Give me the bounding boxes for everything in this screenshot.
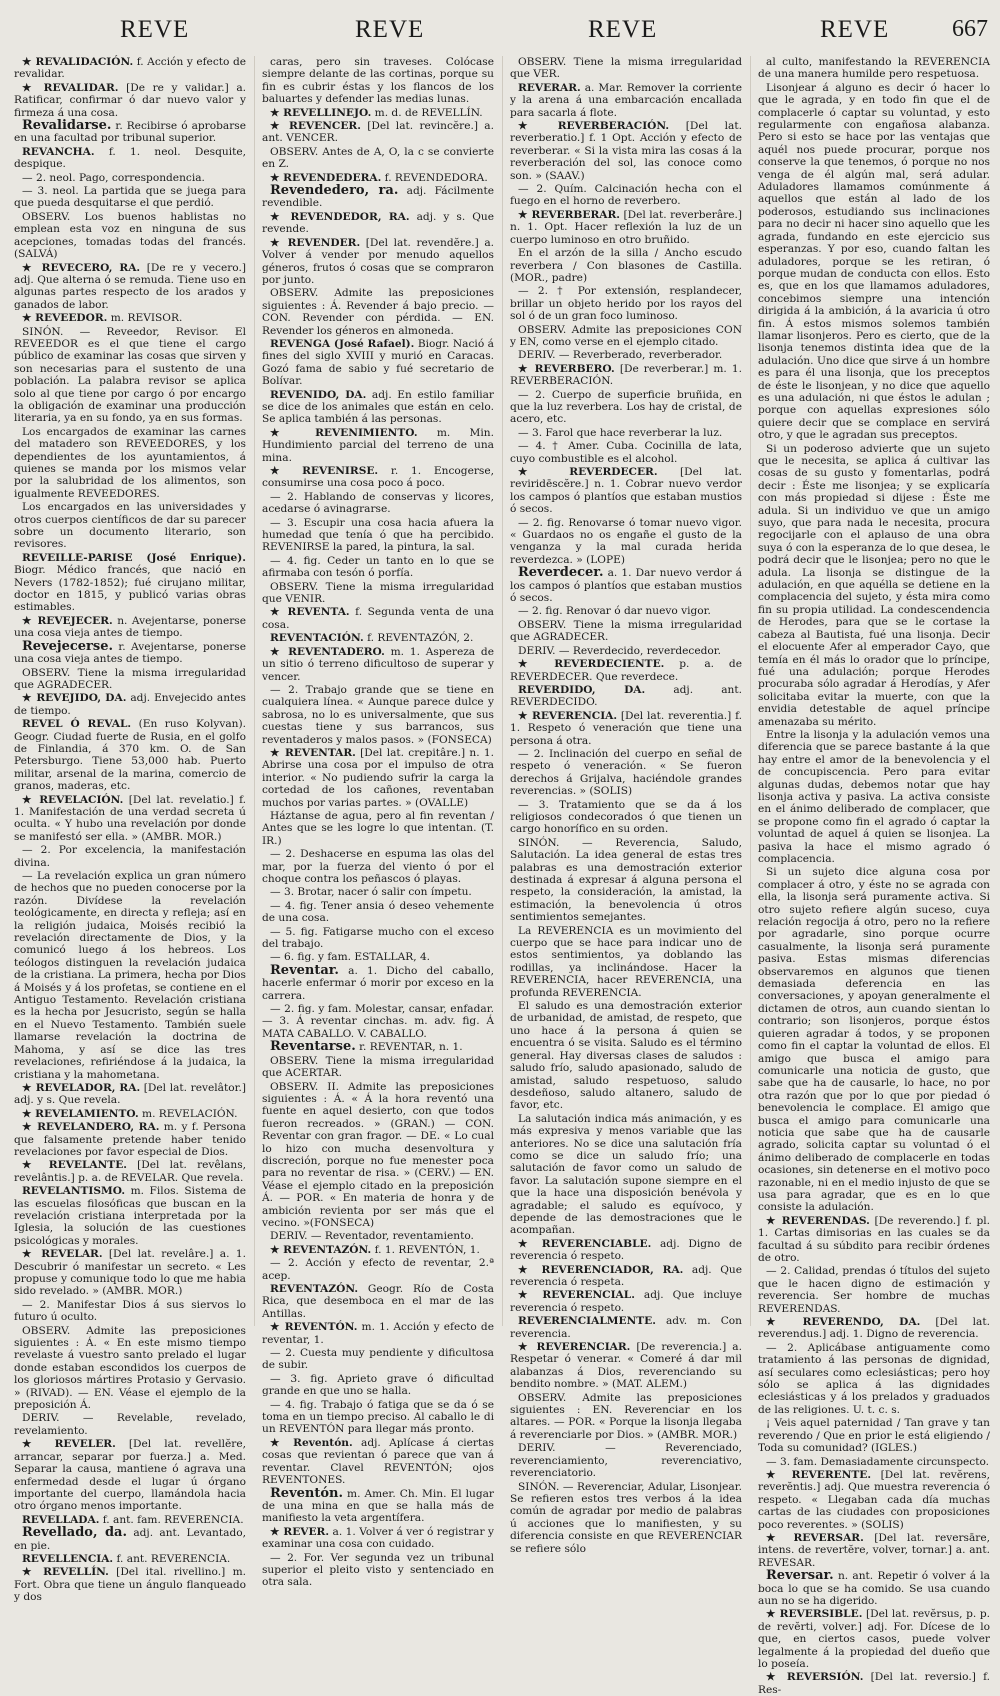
column-4 — [758, 56, 991, 1696]
dictionary-entry: ★ REVECERO, RA. [De re y vecero.] adj. Que alterna ó se remuda. Tiene uso en algunas partes respecto de los arados y ganados de labor. — [14, 261, 246, 311]
dictionary-entry: — 4. † Amer. Cuba. Cocinilla de lata, cuyo combustible es el alcohol. — [510, 440, 742, 465]
dictionary-entry: — 2. Por excelencia, la manifestación divina. — [14, 844, 246, 869]
dictionary-entry: Háztanse de agua, pero al fin reventan / Antes que se les logre lo que intentan. (T. IR.) — [262, 809, 494, 847]
dictionary-entry: ★ Reventón. adj. Aplícase á ciertas cosas que revientan ó parece que van á reventar. Clavel REVENTÓN; ojos REVENTONES. — [262, 1436, 494, 1487]
dictionary-entry: ★ REVERENCIA. [Del lat. reverentia.] f. 1. Respeto ó veneración que tiene una persona á otra. — [510, 709, 742, 747]
dictionary-entry: ★ REVELLINEJO. m. d. de REVELLÍN. — [270, 106, 483, 119]
dictionary-entry: REVELLADA. f. ant. fam. REVERENCIA. — [22, 1513, 244, 1526]
dictionary-entry: ★ REVENTADERO. m. 1. Aspereza de un sitio ó terreno dificultoso de superar y vencer. — [262, 645, 494, 683]
dictionary-entry: En el arzón de la silla / Ancho escudo reverbera / Con blasones de Castilla. (MOR., padre) — [510, 247, 742, 284]
dictionary-entry: — 3. Brotar, nacer ó salir con ímpetu. — [270, 886, 472, 899]
dictionary-entry: Reventar. a. 1. Dicho del caballo, hacerle enfermar ó morir por exceso en la carrera. — [262, 962, 494, 1002]
running-head-col2: REVE — [355, 16, 425, 43]
dictionary-entry: — 2. Cuesta muy pendiente y dificultosa de subir. — [262, 1347, 494, 1372]
dictionary-entry: caras, pero sin traveses. Colócase siempre delante de las cortinas, porque su fin es cubrir éstas y los flancos de los baluartes y defender las medias lunas. — [262, 56, 494, 106]
dictionary-entry: ★ REVERENTE. [Del lat. revĕrens, reverĕntis.] adj. Que muestra reverencia ó respeto. « Llegaban cada día muchas cartas de las ciudades con proposiciones poco reverentes. » (SOLIS) — [758, 1468, 990, 1531]
dictionary-entry: Revendedero, ra. adj. Fácilmente revendible. — [262, 183, 494, 210]
dictionary-entry: — 2. Cuerpo de superficie bruñida, en que la luz reverbera. Los hay de cristal, de acero, etc. — [510, 388, 742, 426]
dictionary-entry: Revejecerse. r. Avejentarse, ponerse una cosa vieja antes de tiempo. — [14, 638, 246, 666]
column-divider — [750, 56, 751, 1326]
dictionary-entry: OBSERV. Tiene la misma irregularidad que VENIR. — [262, 580, 494, 606]
dictionary-entry: — 2. Acción y efecto de reventar, 2.ª acep. — [262, 1257, 494, 1282]
dictionary-entry: SINÓN. — Reverenciar, Adular, Lisonjear. Se refieren estos tres verbos á la idea común de agradar por medio de palabras ú acciones que lo manifiesten, y su diferencia consiste en que REVERENCIAR se refiere sólo — [510, 1480, 742, 1555]
dictionary-entry: REVELANTISMO. m. Filos. Sistema de las escuelas filosóficas que buscan en la revelación cristiana interpretada por la Iglesia, la solución de las cuestiones psicológicas y morales. — [14, 1185, 246, 1247]
column-divider — [254, 56, 255, 1326]
dictionary-entry: Revellado, da. adj. ant. Levantado, en pie. — [14, 1525, 246, 1552]
dictionary-entry: ★ REVENTÓN. m. 1. Acción y efecto de reventar, 1. — [262, 1321, 494, 1346]
dictionary-entry: ★ REVEJIDO, DA. adj. Envejecido antes de tiempo. — [14, 692, 246, 717]
dictionary-entry: Reverdecer. a. 1. Dar nuevo verdor á los campos ó plantíos que estaban mustios ó secos. — [510, 565, 742, 605]
dictionary-entry: OBSERV. II. Admite las preposiciones siguientes : Á. « Á la hora reventó una fuente en aquel desierto, con que todos fueron recreados. » (GRAN.) — CON. Reventar con gran fragor. — DE. « Lo cual lo hizo con mucha desenvoltura y discreción, porque no fue menester poca para no reventar de risa. » (CERV.) — EN. Véase el ejemplo citado en la preposición Á. — POR. « En materia de honra y de ambición revienta por ser más que el vecino. »(FONSECA) — [262, 1080, 494, 1229]
dictionary-entry: ★ REVERENDO, DA. [Del lat. reverendus.] adj. 1. Digno de reverencia. — [758, 1316, 990, 1341]
dictionary-entry: ★ REVER. a. 1. Volver á ver ó registrar y examinar una cosa con cuidado. — [262, 1525, 494, 1551]
running-head-col3: REVE — [588, 16, 658, 43]
dictionary-entry: OBSERV. Tiene la misma irregularidad que VER. — [510, 56, 742, 81]
dictionary-entry: ★ REVERENCIAL. adj. Que incluye reverencia ó respeto. — [510, 1289, 742, 1314]
dictionary-entry: ★ REVERBERO. [De reverberar.] m. 1. REVERBERACIÓN. — [510, 362, 742, 388]
dictionary-entry: ★ REVERSIBLE. [Del lat. revĕrsus, p. p. de revĕrti, volver.] adj. For. Dícese de lo que, en ciertos casos, puede volver legalmente á la propiedad del dueño que lo poseía. — [758, 1608, 990, 1670]
dictionary-entry: REVEILLE-PARISE (José Enrique). Biogr. Médico francés, que nació en Nevers (1782-1852); fué cirujano militar, doctor en 1815, y publicó varias obras estimables. — [14, 551, 246, 614]
dictionary-entry: OBSERV. Admite las preposiciones siguientes : EN. Reverenciar en los altares. — POR. « Porque la lisonja llegaba á reverenciarle por Dios. » (AMBR. MOR.) — [510, 1391, 742, 1441]
dictionary-entry: — 2. fig. Renovar ó dar nuevo vigor. — [518, 605, 711, 618]
dictionary-entry: — 5. fig. Fatigarse mucho con el exceso del trabajo. — [262, 925, 494, 951]
dictionary-entry: ★ REVEEDOR. m. REVISOR. — [22, 312, 183, 325]
dictionary-entry: — 2. Hablando de conservas y licores, acedarse ó avinagrarse. — [262, 490, 494, 516]
page-number: 667 — [952, 16, 988, 42]
dictionary-entry: ★ REVENTA. f. Segunda venta de una cosa. — [262, 606, 494, 631]
dictionary-entry: La salutación indica más animación, y es más expresiva y menos variable que las anteriores. No se dice una salutación fría como se dice un saludo frío; una salutación de favor como un saludo de favor. La salutación supone siempre en el que la hace una disposición benévola y agradable; el saludo es equívoco, y depende de las demostraciones que le acompañan. — [510, 1112, 742, 1237]
dictionary-entry: — 3. fig. Aprieto grave ó dificultad grande en que uno se halla. — [262, 1372, 494, 1398]
dictionary-entry: OBSERV. Admite las preposiciones siguientes : Á. Revender á bajo precio. — CON. Revender con pérdida. — EN. Revender los géneros en almoneda. — [262, 287, 494, 337]
dictionary-entry: OBSERV. Admite las preposiciones siguientes : Á. « En este mismo tiempo revelaste á vuestro santo prelado el lugar donde estaban escondidos los cuerpos de los gloriosos mártires Protasio y Gervasio. » (RIVAD). — EN. Véase el ejemplo de la preposición Á. — [14, 1324, 246, 1412]
dictionary-entry: ★ REVELAR. [Del lat. revelâre.] a. 1. Descubrir ó manifestar un secreto. « Les propuse y comunique todo lo que me habia sido revelado. » (AMBR. MOR.) — [14, 1248, 246, 1298]
dictionary-entry: REVELLENCIA. f. ant. REVERENCIA. — [22, 1552, 231, 1565]
dictionary-entry: Lisonjear á alguno es decir ó hacer lo que le agrada, y en todo fin que el de complacerle ó captar su voluntad, y esto regularmente con engañosa alabanza. Pero si esto se hace por las ventajas que aquél nos puede procurar, porque nos conserve la que tenemos, ó porque no nos venga de él algún mal, será adular. Aduladores llamamos comúnmente á aquellos que están al lado de los poderosos, estudiando sus inclinaciones para no decir ni hacer sino aquello que les agrada, fundando en este ejercicio sus esperanzas. Y por eso, cuando faltan les aduladores, porque se les retiran, ó porque mudan de conducta con ellos. Esto es, que en los que llamamos aduladores, concebimos siempre una intención dirigida á la ambición, á la avaricia ú otro fin. Á estos mismos solemos también llamar lisonjeros. Pero es cierto, que de la lisonja tenemos distinta idea que de la adulación. Uno dice que sirve á un hombre es para él una lisonja, que los preceptos de éste le lisonjean, y no dice que aquello es una adulación, ni que éstos le adulan ; porque con aquellas expresiones sólo quiere decir que se complace en servirá otro, y que le agradan sus preceptos. — [758, 81, 990, 442]
dictionary-entry: — 2. Calidad, prendas ó títulos del sujeto que le hacen digno de estimación y reverencia. Ser hombre de muchas REVERENDAS. — [758, 1265, 990, 1315]
dictionary-entry: ★ REVERENCIABLE. adj. Digno de reverencia ó respeto. — [510, 1237, 742, 1263]
dictionary-entry: DERIV. — Reverenciado, reverenciamiento, reverenciativo, reverenciatorio. — [510, 1442, 742, 1480]
dictionary-entry: — 3. Tratamiento que se da á los religiosos condecorados ó que tienen un cargo honorífico en su orden. — [510, 798, 742, 836]
column-1 — [14, 56, 247, 1604]
dictionary-entry: Revalidarse. r. Recibirse ó aprobarse en una facultad por tribunal superior. — [14, 118, 246, 145]
dictionary-entry: ★ REVEJECER. n. Avejentarse, ponerse una cosa vieja antes de tiempo. — [14, 614, 246, 640]
dictionary-entry: ★ REVELAMIENTO. m. REVELACIÓN. — [22, 1107, 238, 1120]
dictionary-entry: ★ REVERENCIADOR, RA. adj. Que reverencia ó respeta. — [510, 1263, 742, 1288]
dictionary-entry: — 2. Manifestar Dios á sus siervos lo futuro ú oculto. — [14, 1298, 246, 1324]
dictionary-entry: ★ REVENDER. [Del lat. revendĕre.] a. Volver á vender por menudo aquellos géneros, frutos ó cosas que se compraron por junto. — [262, 236, 495, 286]
dictionary-entry: ★ REVERBERAR. [Del lat. reverberâre.] n. 1. Opt. Hacer reflexión la luz de un cuerpo luminoso en otro bruñido. — [510, 208, 742, 246]
dictionary-entry: — 3. Farol que hace reverberar la luz. — [518, 426, 723, 439]
dictionary-entry: ★ REVENTAZÓN. f. 1. REVENTÓN, 1. — [270, 1243, 480, 1256]
dictionary-entry: Reventón. m. Amer. Ch. Min. El lugar de una mina en que se halla más de manifiesto la veta argentífera. — [262, 1485, 494, 1525]
dictionary-entry: ★ REVENDEDOR, RA. adj. y s. Que revende. — [262, 210, 494, 236]
dictionary-entry: — 3. Escupir una cosa hacia afuera la humedad que tenía ó que ha percibido. REVENIRSE la pared, la pintura, la sal. — [262, 516, 494, 554]
dictionary-entry: ★ REVERSIÓN. [Del lat. reversio.] f. Res- — [758, 1671, 990, 1696]
dictionary-entry: OBSERV. Antes de A, O, la c se convierte en Z. — [262, 145, 494, 171]
dictionary-entry: REVENGA (José Rafael). Biogr. Nació á fines del siglo XVIII y murió en Caracas. Gozó fama de sabio y fué secretario de Bolívar. — [262, 337, 495, 388]
dictionary-entry: — 3. fam. Demasiadamente circunspecto. — [766, 1455, 990, 1468]
dictionary-entry: El saludo es una demostración exterior de urbanidad, de amistad, de respeto, que uno hace á la persona á quien se encuentra ó se visita. Saludo es el término general. Hay diversas clases de saludos : saludo frío, saludo apasionado, saludo de amistad, saludo respetuoso, saludo desdeñoso, saludo altanero, saludo de favor, etc. — [510, 1000, 742, 1112]
running-head-col1: REVE — [120, 16, 190, 43]
dictionary-entry: Si un sujeto dice alguna cosa por complacer á otro, y éste no se agrada con ella, la lisonja será puramente activa. Si otro sujeto refiere algún suceso, cuya relación regocija á otro, pero no la refiere por agradarle, sino porque ocurre casualmente, la lisonja será puramente pasiva. Estas mismas diferencias observaremos en algunos que tienen demasiada deferencia en las conversaciones, y apoyan generalmente el dictamen de otros, aun cuando sientan lo contrario; son lisonjeros, porque éstos quieren agradar á todos, y se proponen como fin el captar la voluntad de ellos. El amigo que busca el amigo para comunicarle una noticia de gusto, que sabe que ha de causarle, lo hace, no por otra razón que por lo que por piedad ó benevolencia le complace. El amigo que busca el amigo para comunicarle una noticia que sabe que ha de causarle agrado, solicita captar su voluntad ó el ánimo deliberado de complacerle en todas ocasiones, sin detenerse en el motivo poco razonable, ni en el medio injusto de que se usa para agradar, que es en lo que consiste la adulación. — [758, 866, 990, 1214]
dictionary-entry: — 2. Inclinación del cuerpo en señal de respeto ó veneración. « Se fueron derechos á Grijalva, haciéndole grandes reverencias. » (SOLIS) — [510, 747, 742, 798]
dictionary-entry: REVERAR. a. Mar. Remover la corriente y la arena á una embarcación encallada para sacarla á flote. — [510, 81, 742, 119]
running-head-col4: REVE — [820, 16, 890, 43]
dictionary-entry: ★ REVELER. [Del lat. revellĕre, arrancar, separar por fuerza.] a. Med. Separar la causa, mantiene ó agrava una enfermedad desde el lugar ú órgano importante del cuerpo, llamándola hacia otro órgano menos importante. — [14, 1438, 246, 1513]
dictionary-entry: ★ REVENIMIENTO. m. Min. Hundimiento parcial del terreno de una mina. — [262, 426, 494, 464]
dictionary-entry: REVERENCIALMENTE. adv. m. Con reverencia. — [510, 1315, 742, 1340]
dictionary-entry: — 2. Trabajo grande que se tiene en cualquiera línea. « Aunque parece dulce y sabrosa, no lo es universalmente, que sus cuestas tiene y sus barrancos, sus reventaderos y malos pasos. » (FONSECA) — [262, 683, 494, 746]
dictionary-entry: — 2. fig. Renovarse ó tomar nuevo vigor. « Guardaos no os engañe el gusto de la venganza y la mal curada herida reverdezca. » (LOPE) — [510, 516, 742, 566]
dictionary-entry: Los encargados en las universidades y otros cuerpos científicos de dar su parecer sobre un documento literario, son revisores. — [14, 501, 246, 551]
dictionary-entry: DERIV. — Reverdecido, reverdecedor. — [518, 644, 722, 657]
dictionary-entry: — 2. † Por extensión, resplandecer, brillar un objeto herido por los rayos del sol ó de un gran foco luminoso. — [510, 285, 742, 323]
dictionary-entry: ★ REVERDECER. [Del lat. reviridēscĕre.] n. 1. Cobrar nuevo verdor los campos ó plantíos que estaban mustios ó secos. — [510, 466, 742, 516]
dictionary-entry: — 2. neol. Pago, correspondencia. — [22, 171, 205, 184]
dictionary-entry: Si un poderoso advierte que un sujeto que le necesita, se aplica á cultivar las cosas de su gusto y fomentarlas, podrá decir : Éste me lisonjea; y se explicaría con más propiedad si dijese : Éste me adula. Si un individuo ve que un amigo suyo, que para nada le necesita, procura regocijarle con el aplauso de una obra suya ó con la esperanza de lo que desea, le podrá decir que le lisonjea; pero no que le adula. La lisonja se distingue de la adulación, en que aquélla se detiene en la complacencia del sujeto, y ésta mira como fin su propia utilidad. La condescendencia de Herodes, para que se le cortase la cabeza al Bautista, fué una lisonja. Decir el elocuente Afer al emperador Cayo, que temía en él más lo orador que lo príncipe, fué una adulación; porque Herodes procuraba sólo agradar á Herodías, y Afer solicitaba evitar la muerte, con que la envidia detestable de aquel príncipe amenazaba su mérito. — [758, 442, 990, 728]
dictionary-entry: ★ REVENIRSE. r. 1. Encogerse, consumirse una cosa poco á poco. — [262, 465, 494, 490]
dictionary-entry: Entre la lisonja y la adulación vemos una diferencia que se parece bastante á la que hay entre el amor de la benevolencia y el de concupiscencia. Pero para evitar algunas dudas, debemos notar que hay lisonja activa y pasiva. La activa consiste en el ánimo deliberado de complacer, que se propone como fin el agrado ó captar la voluntad de aquel á quien se lisonjea. La pasiva la hace el mismo agrado ó complacencia. — [758, 728, 990, 865]
column-divider — [502, 56, 503, 1326]
dictionary-entry: REVERDIDO, DA. adj. ant. REVERDECIDO. — [510, 683, 742, 709]
dictionary-entry: ★ REVERENDAS. [De reverendo.] f. pl. 1. Cartas dimisorias en las cuales se da facultad á su súbdito para recibir órdenes de otro. — [758, 1214, 991, 1264]
dictionary-entry: ★ REVELADOR, RA. [Del lat. revelâtor.] adj. y s. Que revela. — [14, 1081, 246, 1107]
dictionary-entry: ★ REVELANDERO, RA. m. y f. Persona que falsamente pretende haber tenido revelaciones por favor especial de Dios. — [14, 1121, 246, 1158]
dictionary-entry: — 2. Aplicábase antiguamente como tratamiento á las personas de dignidad, así seculares como eclesiásticas; pero hoy sólo se aplica á las dignidades eclesiásticas y á los prelados y graduados de las religiones. U. t. c. s. — [758, 1341, 990, 1416]
dictionary-entry: Reventarse. r. REVENTAR, n. 1. — [270, 1039, 463, 1055]
dictionary-entry: REVENIDO, DA. adj. En estilo familiar se dice de los animales que están en celo. Se aplica también á las personas. — [262, 388, 494, 426]
dictionary-entry: OBSERV. Admite las preposiciones CON y EN, como verse en el ejemplo citado. — [510, 323, 742, 348]
dictionary-entry: OBSERV. Tiene la misma irregularidad que AGRADECER. — [510, 618, 742, 644]
page-header — [0, 16, 1000, 52]
dictionary-entry: ★ REVELLÍN. [Del ital. rivellino.] m. Fort. Obra que tiene un ángulo flanqueado y dos — [14, 1566, 246, 1604]
dictionary-entry: REVEL Ó REVAL. (En ruso Kolyvan). Geogr. Ciudad fuerte de Rusia, en el golfo de Finlandia, á 370 km. O. de San Petersburgo. Tiene 53,000 hab. Puerto militar, arsenal de la marina, comercio de granos, maderas, etc. — [14, 718, 247, 793]
dictionary-entry: ★ REVERENCIAR. [De reverencia.] a. Respetar ó venerar. « Comeré á dar mil alabanzas á Dios, reverenciando su bendito nombre. » (MAT. ALEM.) — [510, 1341, 742, 1391]
dictionary-entry: REVANCHA. f. 1. neol. Desquite, despique. — [14, 145, 246, 171]
dictionary-entry: Los encargados de examinar las carnes del matadero son REVEEDORES, y los dependientes de los ayuntamientos, á quienes se manda por los mismos velar por la salubridad de los alimentos, son igualmente REVEEDORES. — [14, 425, 246, 500]
dictionary-entry: DERIV. — Reverberado, reverberador. — [518, 349, 723, 362]
dictionary-entry: ★ REVERBERACIÓN. [Del lat. reverberatio.] f. 1 Opt. Acción y efecto de reverberar. « Si la vista mira las cosas á la reverberación del sol, las conoce como son. » (SAAV.) — [510, 120, 742, 182]
dictionary-entry: ★ REVERSAR. [Del lat. reversāre, intens. de revertĕre, volver, tornar.] a. ant. REVESAR. — [758, 1531, 990, 1569]
column-3 — [510, 56, 742, 1555]
dictionary-entry: DERIV. — Reventador, reventamiento. — [270, 1230, 474, 1243]
dictionary-entry: REVENTACIÓN. f. REVENTAZÓN, 2. — [270, 632, 474, 645]
dictionary-entry: al culto, manifestando la REVERENCIA de una manera humilde pero respetuosa. — [758, 56, 990, 81]
dictionary-entry: Reversar. n. ant. Repetir ó volver á la boca lo que se ha comido. Se usa cuando aun no se ha digerido. — [758, 1568, 990, 1607]
dictionary-entry: — 4. fig. Tener ansia ó deseo vehemente de una cosa. — [262, 899, 494, 925]
dictionary-entry: ★ REVENCER. [Del lat. revincĕre.] a. ant. VENCER. — [262, 120, 494, 145]
dictionary-entry: ★ REVENTAR. [Del lat. crepitâre.] n. 1. Abrirse una cosa por el impulso de otra interior. « No pudiendo sufrir la carga la cortedad de los cañones, reventaban muchos por varias partes. » (OVALLE) — [262, 746, 494, 809]
dictionary-entry: ¡ Veis aquel paternidad / Tan grave y tan reverendo / Que en prior le está eligiendo / Toda su comunidad? (IGLES.) — [758, 1417, 990, 1455]
dictionary-entry: La REVERENCIA es un movimiento del cuerpo que se hace para indicar uno de estos sentimientos, ya doblando las rodillas, ya inclinándose. Hacer la REVERENCIA, hacer REVERENCIA, una profunda REVERENCIA. — [510, 924, 742, 999]
column-2 — [262, 56, 495, 1589]
dictionary-entry: ★ REVERDECIENTE. p. a. de REVERDECER. Que reverdece. — [510, 658, 742, 683]
dictionary-entry: OBSERV. Tiene la misma irregularidad que AGRADECER. — [14, 666, 246, 691]
dictionary-entry: — 4. fig. Ceder un tanto en lo que se afirmaba con tesón ó porfía. — [262, 554, 494, 580]
dictionary-entry: OBSERV. Los buenos hablistas no emplean esta voz en ninguna de sus acepciones, tomadas todas del francés. (SALVÁ) — [14, 210, 246, 261]
dictionary-entry: SINÓN. — Reveedor, Revisor. El REVEEDOR es el que tiene el cargo público de examinar las cosas que sirven y son necesarias para el sustento de una población. La palabra revisor se aplica solo al que tiene por cargo ó por encargo la obligación de examinar una producción literaria, ya en su fondo, ya en sus formas. — [14, 325, 246, 425]
dictionary-entry: — 2. For. Ver segunda vez un tribunal superior el pleito visto y sentenciado en otra sala. — [262, 1551, 494, 1589]
dictionary-entry: ★ REVENDEDERA. f. REVENDEDORA. — [270, 171, 488, 184]
dictionary-entry: SINÓN. — Reverencia, Saludo, Salutación. La idea general de estas tres palabras es una demostración exterior destinada á expresar á alguna persona el respeto, la consideración, la amistad, la estimación, la benevolencia ú otros sentimientos semejantes. — [510, 836, 742, 924]
dictionary-entry: DERIV. — Revelable, revelado, revelamiento. — [14, 1412, 246, 1437]
dictionary-entry: — La revelación explica un gran número de hechos que no pueden conocerse por la razón. Divídese la revelación teológicamente, en directa y refleja; así en la religión judaica, Moisés recibió la revelación directamente de Dios, y la comunicó luego á los hebreos. Los teólogos distinguen la revelación judaica de la cristiana. La primera, hecha por Dios á Moisés y á los profetas, se contiene en el Antiguo Testamento. Revelación cristiana es la hecha por Jesucristo, según se halla en el Nuevo Testamento. También suele llamarse revelación la doctrina de Mahoma, y así se dice las tres revelaciones, refiriéndose á la judaica, la cristiana y la mahometana. — [14, 870, 246, 1081]
dictionary-entry: — 2. fig. y fam. Molestar, cansar, enfadar. — 3. Á reventar cinchas. m. adv. fig. Á MATA CABALLO. V. CABALLO. — [262, 1003, 494, 1040]
dictionary-entry: — 3. neol. La partida que se juega para que pueda desquitarse el que perdió. — [14, 185, 246, 210]
dictionary-entry: — 2. Deshacerse en espuma las olas del mar, por la fuerza del viento ó por el choque contra los peñascos ó playas. — [262, 848, 494, 885]
dictionary-entry: ★ REVELACIÓN. [Del lat. revelatio.] f. 1. Manifestación de una verdad secreta ú oculta. « Y hubo una revelación por donde se manifestó ser ella. » (AMBR. MOR.) — [14, 793, 247, 843]
dictionary-entry: — 6. fig. y fam. ESTALLAR, 4. — [270, 951, 431, 964]
dictionary-entry: — 4. fig. Trabajo ó fatiga que se da ó se toma en un tiempo preciso. Al caballo le di un REVENTÓN para llegar más pronto. — [262, 1398, 494, 1436]
dictionary-entry: REVENTAZÓN. Geogr. Río de Costa Rica, que desemboca en el mar de las Antillas. — [262, 1283, 494, 1320]
dictionary-entry: — 2. Quím. Calcinación hecha con el fuego en el horno de reverbero. — [510, 183, 742, 208]
dictionary-entry: OBSERV. Tiene la misma irregularidad que ACERTAR. — [262, 1054, 494, 1080]
dictionary-entry: ★ REVALIDACIÓN. f. Acción y efecto de revalidar. — [14, 56, 246, 81]
dictionary-entry: ★ REVALIDAR. [De re y validar.] a. Ratificar, confirmar ó dar nuevo valor y firmeza á una cosa. — [14, 81, 247, 119]
dictionary-entry: ★ REVELANTE. [Del lat. revêlans, revelântis.] p. a. de REVELAR. Que revela. — [14, 1159, 247, 1184]
